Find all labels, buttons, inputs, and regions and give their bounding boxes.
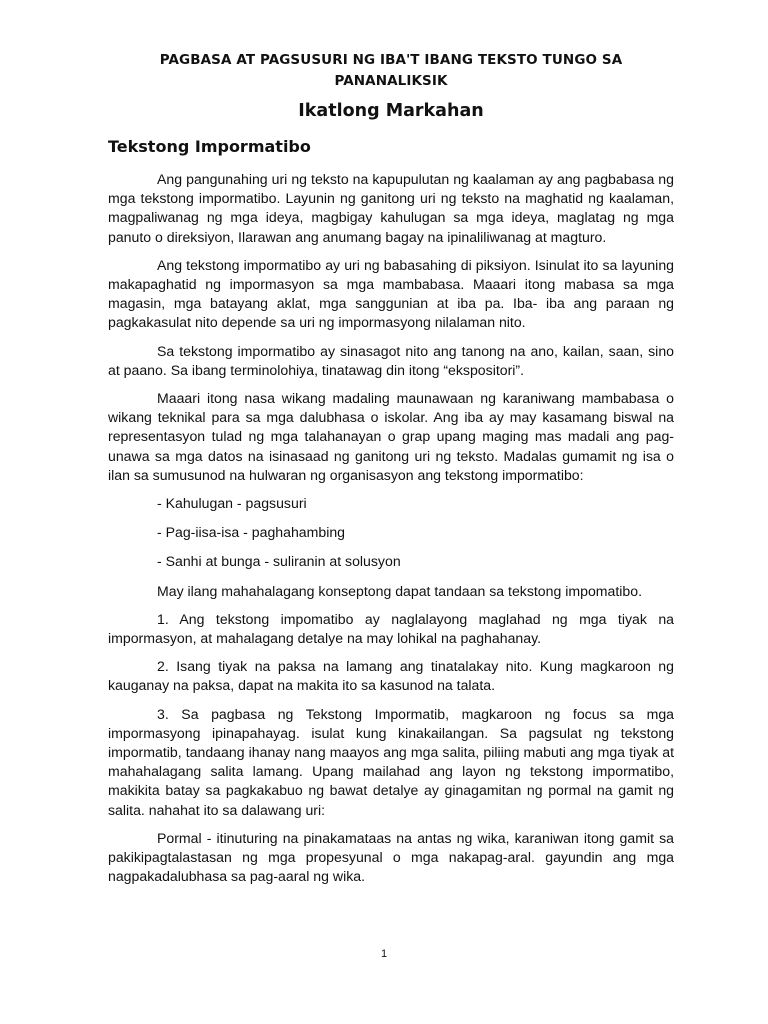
list-item: - Kahulugan - pagsusuri [157,495,307,512]
paragraph: Pormal - itinuturing na pinakamataas na antas ng wika, karaniwan itong gamit sa pakikipagtalastasan ng mga propesyunal o mga nakapag-aral. gayundin ang mga nagpakadalubhasa sa pag-aaral ng wika. [108,829,674,885]
paragraph: 1. Ang tekstong impomatibo ay naglalayong maglahad ng mga tiyak na impormasyon, at mahalagang detalye na may lohikal na paghahanay. [108,610,674,647]
paragraph: Ang tekstong impormatibo ay uri ng babasahing di piksiyon. Isinulat ito sa layuning makapaghatid ng impormasyon sa mga mambabasa. Maaari itong mabasa sa mga magasin, mga batayang aklat, mga sanggunian at iba pa. Iba- iba ang paraan ng pagkakasulat nito depende sa uri ng impormasyong nilalaman nito. [108,256,674,331]
paragraph: Sa tekstong impormatibo ay sinasagot nito ang tanong na ano, kailan, saan, sino at paano. Sa ibang terminolohiya, tinatawag din itong “ekspositori”. [108,342,674,378]
document-page [108,50,674,896]
document-subtitle: Ikatlong Markahan [298,101,484,121]
list-item: - Pag-iisa-isa - paghahambing [157,524,346,541]
section-title: Tekstong Impormatibo [108,137,311,156]
paragraph: Ang pangunahing uri ng teksto na kapupulutan ng kaalaman ay ang pagbabasa ng mga tekstong impormatibo. Layunin ng ganitong uri ng teksto na maghatid ng kaalaman, magpaliwanag ng mga ideya, magbigay kahulugan sa mga ideya, maglatag ng mga panuto o direksiyon, Ilarawan ang anumang bagay na ipinaliliwanag at magturo. [108,171,674,245]
paragraph: 3. Sa pagbasa ng Tekstong Impormatib, magkaroon ng focus sa mga impormasyong ipinapahayag. isulat kung kinakailangan. Sa pagsulat ng tekstong impormatib, tandaang ihanay nang maayos ang mga salita, piliing mabuti ang mga tiyak at mahahalagang salita lamang. Upang mailahad ang layon ng tekstong impormatibo, makikita batay sa pagkakabuo ng bawat detalye ay ginagamitan ng pormal na gamit ng salita. nahahat ito sa dalawang uri: [108,705,674,818]
paragraph: May ilang mahahalagang konseptong dapat tandaan sa tekstong impomatibo. [157,582,643,599]
document-header: PAGBASA AT PAGSUSURI NG IBA'T IBANG TEKSTO TUNGO SA PANANALIKSIK [159,52,623,89]
paragraph: 2. Isang tiyak na paksa na lamang ang tinatalakay nito. Kung magkaroon ng kauganay na paksa, dapat na makita ito sa kasunod na talata. [108,658,674,694]
page-number: 1 [380,948,388,960]
document-body [108,170,674,887]
paragraph: Maaari itong nasa wikang madaling maunawaan ng karaniwang mambabasa o wikang teknikal para sa mga dalubhasa o iskolar. Ang iba ay may kasamang biswal na representasyon tulad ng mga talahanayan o grap upang maging mas madali ang pag-unawa sa mga datos na isinasaad ng ganitong uri ng teksto. Madalas gumamit ng isa o ilan sa sumusunod na hulwaran ng organisasyon ang tekstong impormatibo: [108,390,674,483]
list-item: - Sanhi at bunga - suliranin at solusyon [157,553,401,570]
